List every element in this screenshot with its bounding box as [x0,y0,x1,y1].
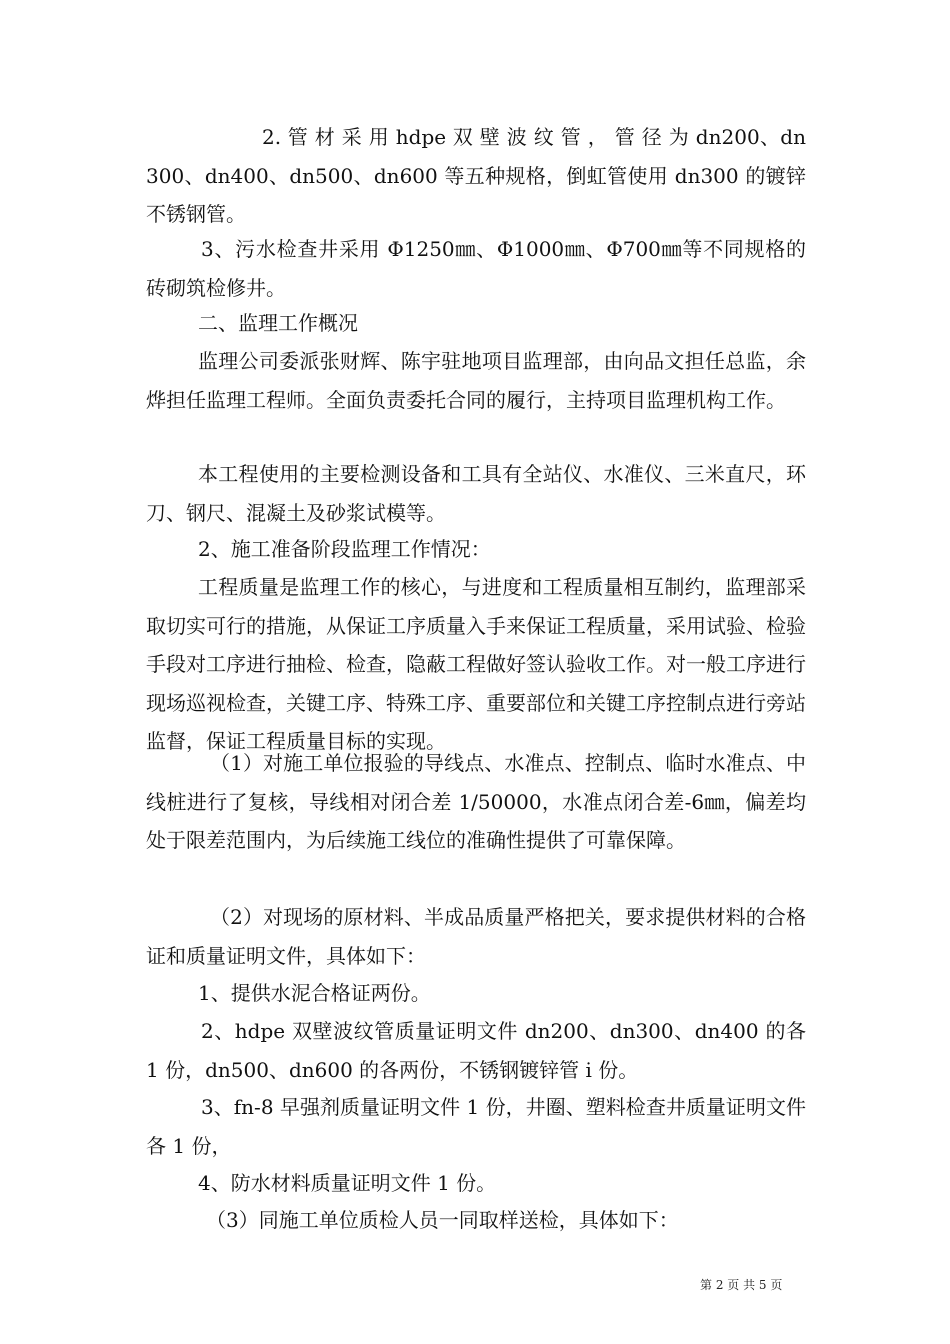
list-item-waterproof-material: 4、防水材料质量证明文件 1 份。 [198,1171,497,1195]
paragraph-pipe-material: 2. 管 材 采 用 hdpe 双 壁 波 纹 管 ， 管 径 为 dn200、dn300、dn400、dn500、dn600 等五种规格，倒虹管使用 dn300 的镀锌不锈钢管。 [146,125,806,227]
list-item-early-strength-agent: 3、fn-8 早强剂质量证明文件 1 份，井圈、塑料检查井质量证明文件各 1 份， [146,1095,806,1158]
subheading-preparation-stage: 2、施工准备阶段监理工作情况： [198,537,491,561]
paragraph-material-control: （2）对现场的原材料、半成品质量严格把关，要求提供材料的合格证和质量证明文件，具体如下： [146,905,806,968]
section-heading-supervision-overview: 二、监理工作概况 [198,311,358,335]
paragraph-testing-equipment: 本工程使用的主要检测设备和工具有全站仪、水准仪、三米直尺，环刀、钢尺、混凝土及砂浆试模等。 [146,462,806,525]
paragraph-quality-core: 工程质量是监理工作的核心，与进度和工程质量相互制约，监理部采取切实可行的措施，从保证工序质量入手来保证工程质量，采用试验、检验手段对工序进行抽检、检查，隐蔽工程做好签认验收工作。对一般工序进行现场巡视检查，关键工序、特殊工序、重要部位和关键工序控制点进行旁站监督，保证工程质量目标的实现。 [146,575,806,754]
paragraph-survey-check: （1）对施工单位报验的导线点、水准点、控制点、临时水准点、中线桩进行了复核，导线相对闭合差 1/50000，水准点闭合差-6㎜，偏差均处于限差范围内，为后续施工线位的准确性提供了可靠保障。 [146,751,806,853]
list-item-hdpe-certificate: 2、hdpe 双壁波纹管质量证明文件 dn200、dn300、dn400 的各 1 份，dn500、dn600 的各两份，不锈钢镀锌管 i 份。 [146,1019,806,1082]
paragraph-sampling: （3）同施工单位质检人员一同取样送检，具体如下： [206,1208,679,1232]
paragraph-supervision-staff: 监理公司委派张财辉、陈宇驻地项目监理部，由向品文担任总监，余烨担任监理工程师。全面负责委托合同的履行，主持项目监理机构工作。 [146,349,806,412]
page-number-footer: 第 2 页 共 5 页 [700,1278,783,1292]
list-item-cement-certificate: 1、提供水泥合格证两份。 [198,981,431,1005]
paragraph-manhole-spec: 3、污水检查井采用 Φ1250㎜、Φ1000㎜、Φ700㎜等不同规格的砖砌筑检修井。 [146,237,806,300]
